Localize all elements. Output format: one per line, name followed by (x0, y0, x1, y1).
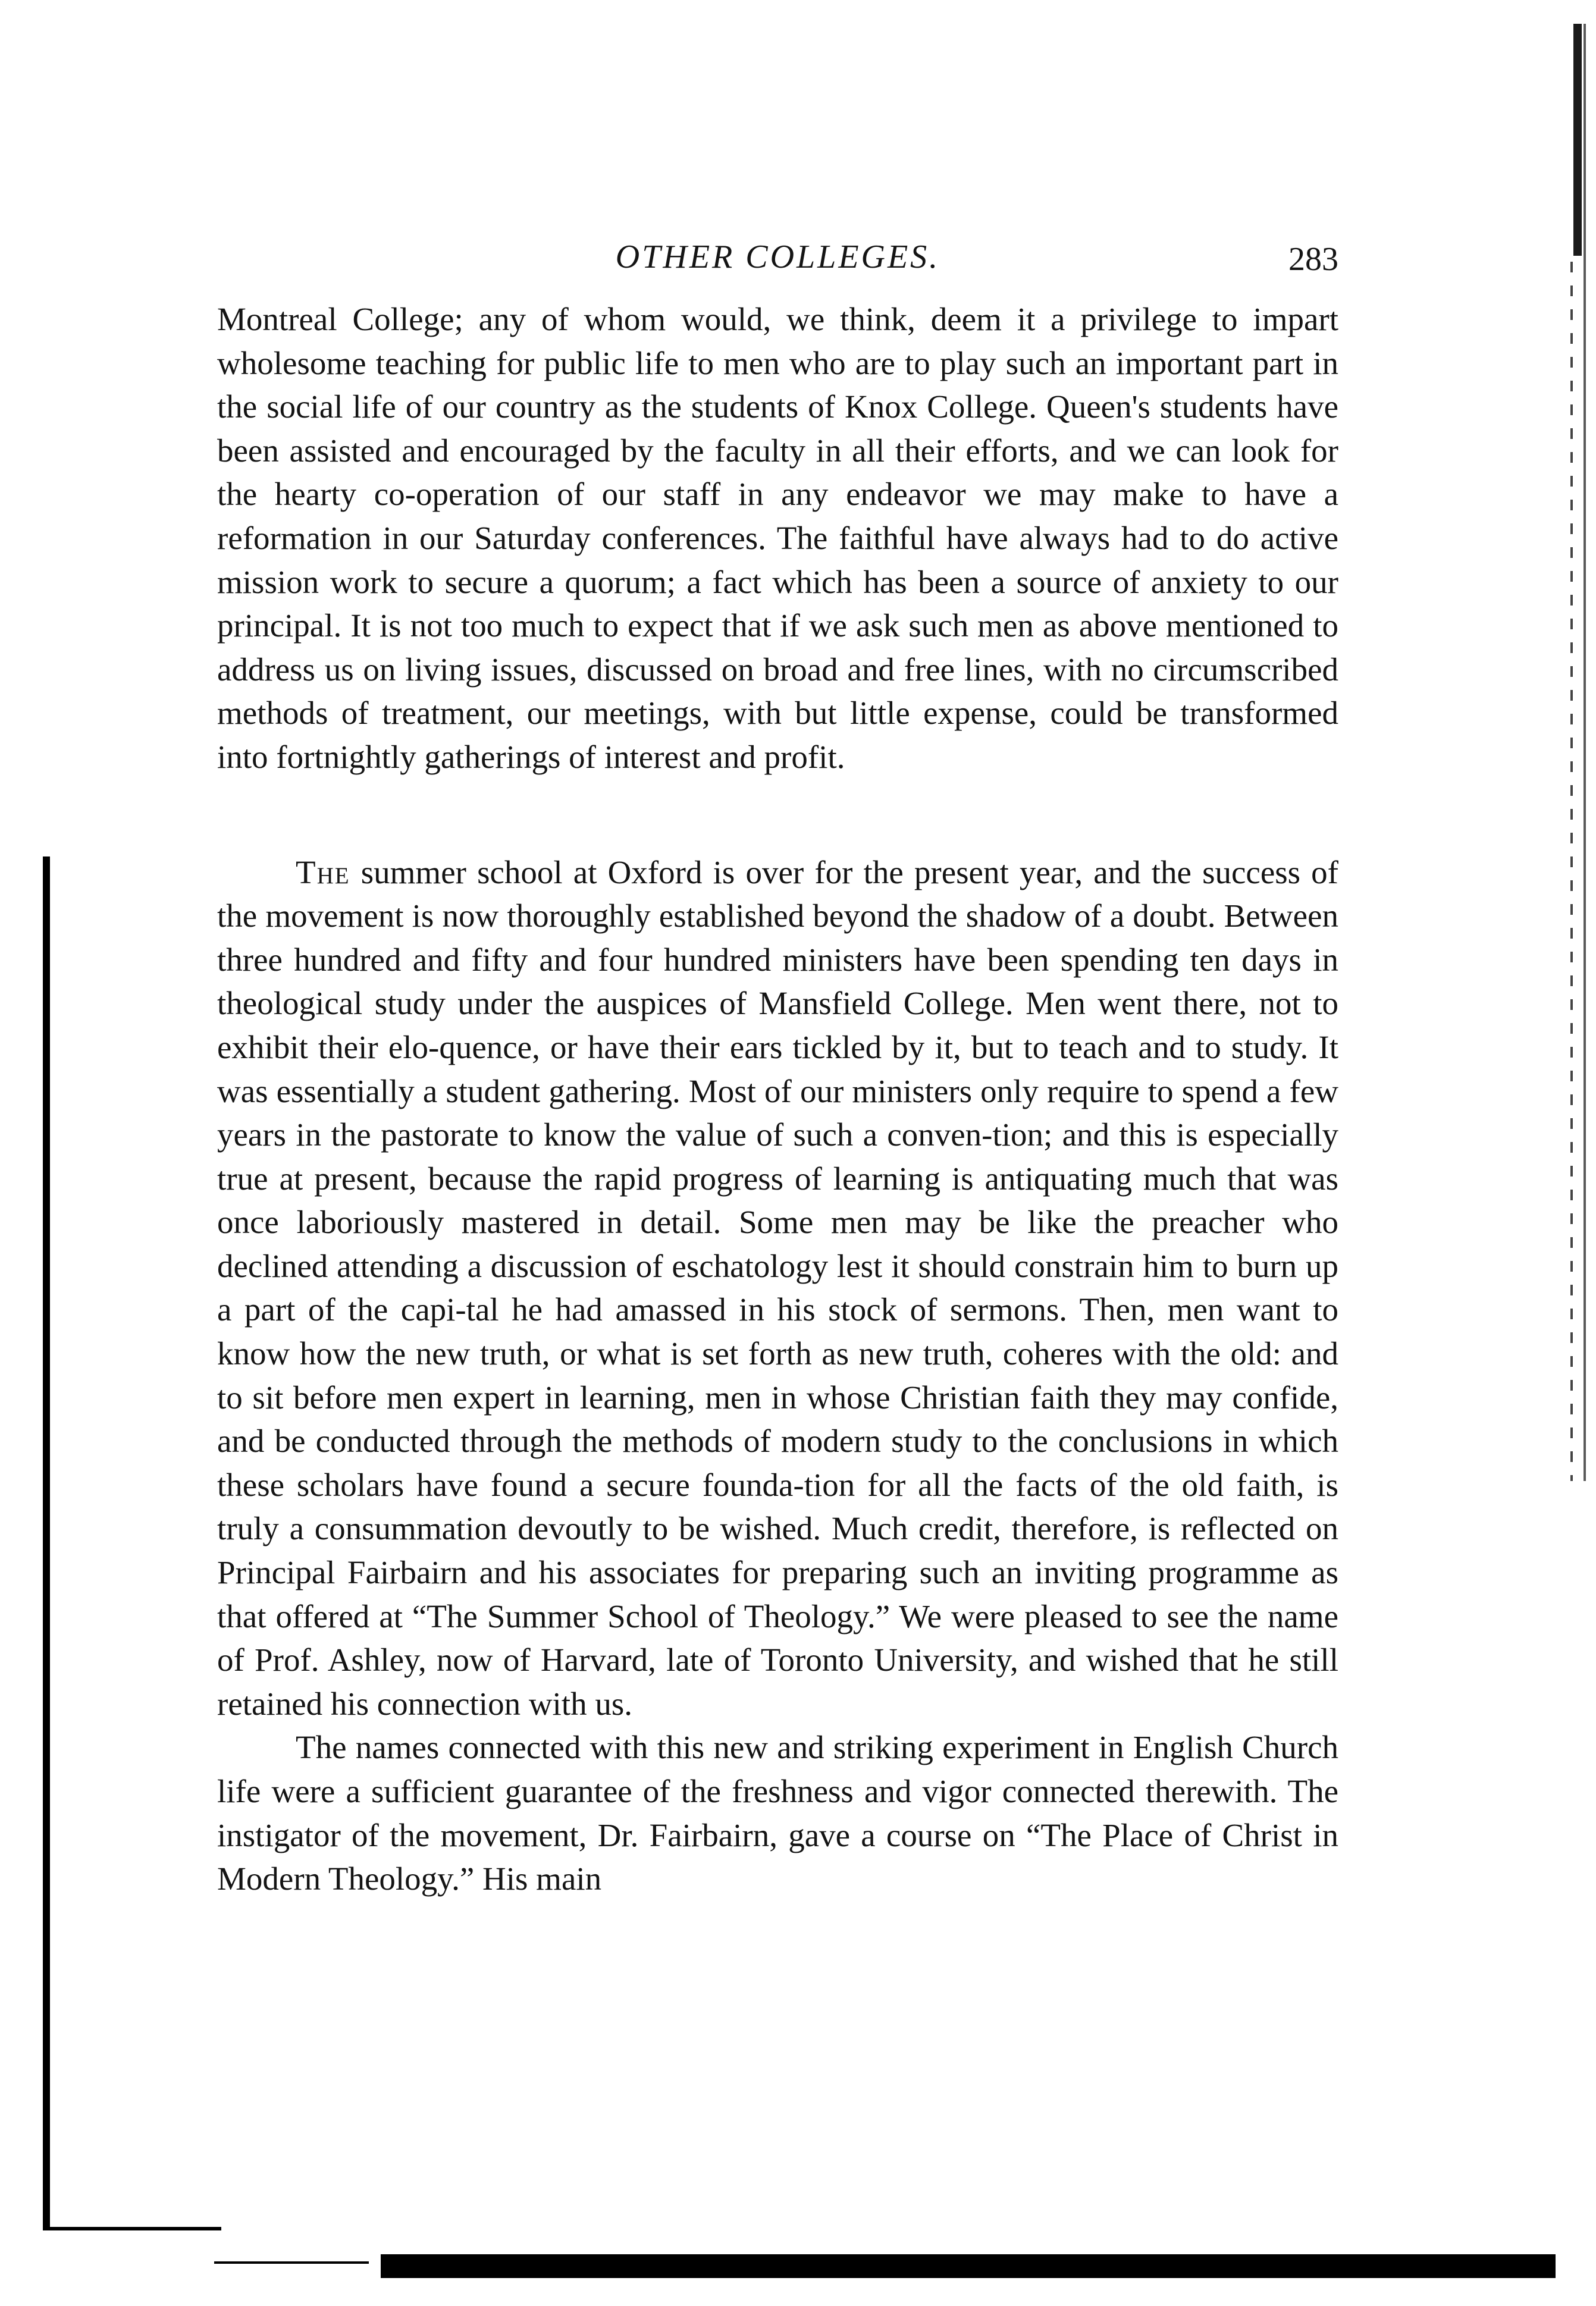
paragraph-2 (217, 851, 1338, 1726)
bottom-dash-rule (214, 2261, 369, 2264)
running-title: OTHER COLLEGES. (615, 239, 940, 275)
paragraph-2-lead: The (296, 854, 350, 890)
running-head (217, 238, 1338, 285)
page-number: 283 (1288, 241, 1338, 278)
page-edge-rule (1573, 24, 1582, 256)
section-gap (217, 779, 1338, 851)
binding-edge-rule (43, 856, 50, 2227)
paragraph-3: The names connected with this new and striking experiment in English Church life were a sufficient guarantee of the freshness and vigor connected therewith. The instigator of the movement, Dr. Fairbairn, gave a course on “The Place of Christ in Modern Theology.” His main (217, 1729, 1338, 1897)
page-edge-dotted-rule (1570, 262, 1573, 1481)
page-edge-thin-rule (1584, 24, 1586, 1481)
body-text (217, 297, 1338, 1901)
binding-edge-tail (43, 2227, 221, 2230)
bottom-edge-rule (381, 2254, 1556, 2278)
paragraph-2-text: summer school at Oxford is over for the present year, and the success of the movement is now thoroughly established beyond the shadow of a doubt. Between three hundred and fifty and four hundred ministers have been spending ten days in theological study under the auspices of Mansfield College. Men went there, not to exhibit their elo-quence, or have their ears tickled by it, but to teach and to study. It was essentially a student gathering. Most of our ministers only require to spend a few years in the pastorate to know the value of such a conven-tion; and this is especially true at present, because the rapid progress of learning is antiquating much that was once laboriously mastered in detail. Some men may be like the preacher who declined attending a discussion of eschatology lest it should constrain him to burn up a part of the capi-tal he had amassed in his stock of sermons. Then, men want to know how the new truth, or what is set forth as new truth, coheres with the old: and to sit before men expert in learning, men in whose Christian faith they may confide, and be conducted through the methods of modern study to the conclusions in which these scholars have found a secure founda-tion for all the facts of the old faith, is truly a consummation devoutly to be wished. Much credit, therefore, is reflected on Principal Fairbairn and his associates for preparing such an inviting programme as that offered at “The Summer School of Theology.” We were pleased to see the name of Prof. Ashley, now of Harvard, late of Toronto University, and wished that he still retained his connection with us. (217, 854, 1338, 1722)
paragraph-1: Montreal College; any of whom would, we think, deem it a privilege to impart wholesome teaching for public life to men who are to play such an important part in the social life of our country as the students of Knox College. Queen's students have been assisted and encouraged by the faculty in all their efforts, and we can look for the hearty co-operation of our staff in any endeavor we may make to have a reformation in our Saturday conferences. The faithful have always had to do active mission work to secure a quorum; a fact which has been a source of anxiety to our principal. It is not too much to expect that if we ask such men as above mentioned to address us on living issues, discussed on broad and free lines, with no circumscribed methods of treatment, our meetings, with but little expense, could be transformed into fortnightly gatherings of interest and profit. (217, 301, 1338, 775)
